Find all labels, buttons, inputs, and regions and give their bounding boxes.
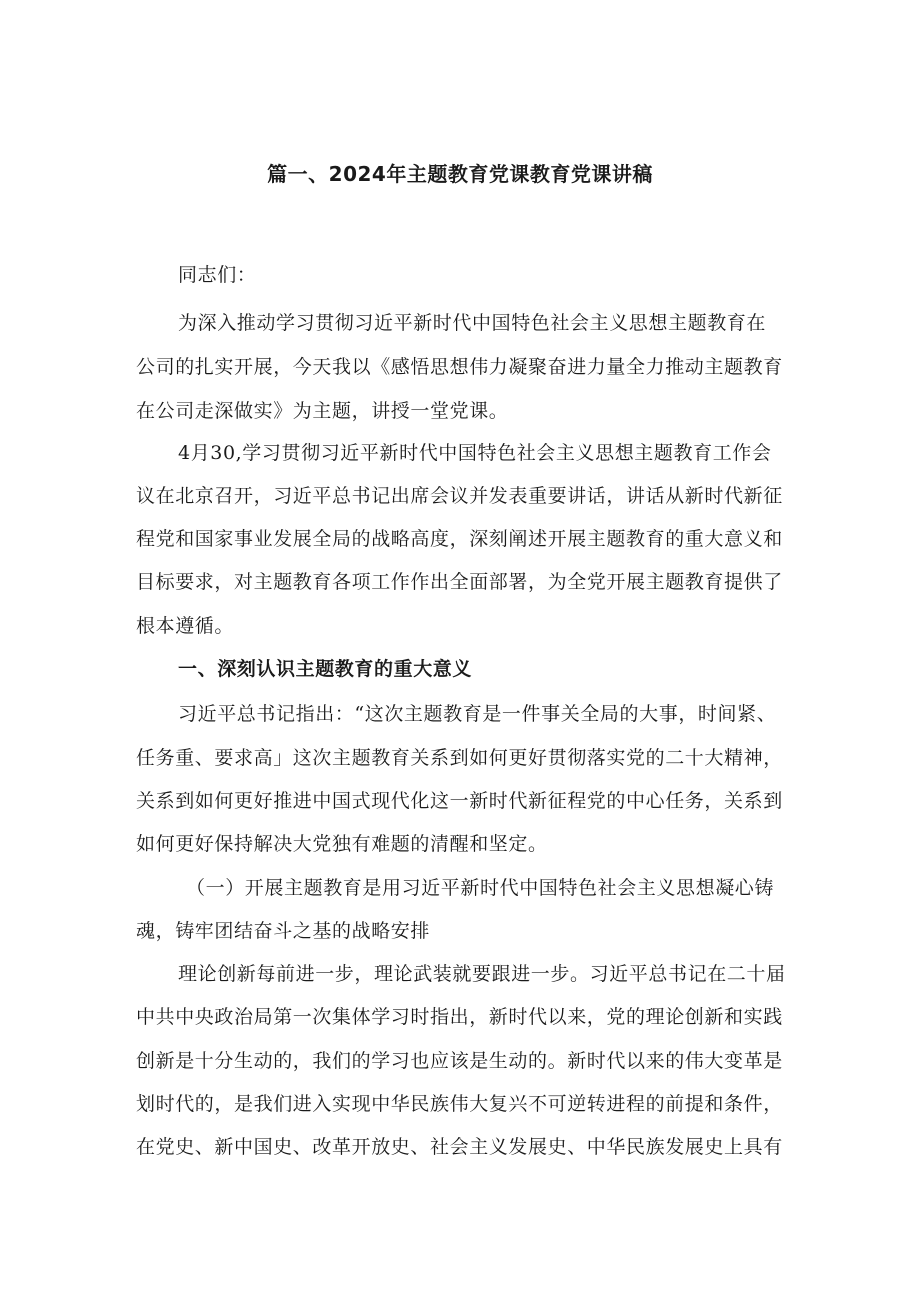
paragraph-line: 目标要求，对主题教育各项工作作出全面部署，为全党开展主题教育提供了 — [136, 571, 783, 593]
paragraph-line: 习近平总书记指出：“这次主题教育是一件事关全局的大事，时间紧、 — [178, 703, 777, 725]
greeting: 同志们： — [178, 264, 257, 286]
document-title: 篇一、2024年主题教育党课教育党课讲稿 — [267, 162, 653, 186]
paragraph-line: 程党和国家事业发展全局的战略高度，深刻阐述开展主题教育的重大意义和 — [136, 528, 783, 550]
paragraph-line: 公司的扎实开展，今天我以《感悟思想伟力凝聚奋进力量全力推动主题教育 — [136, 356, 783, 378]
paragraph-line: 在党史、新中国史、改革开放史、社会主义发展史、中华民族发展史上具有 — [136, 1136, 783, 1158]
paragraph-line: 4月30,学习贯彻习近平新时代中国特色社会主义思想主题教育工作会 — [178, 442, 772, 464]
paragraph-line: 为深入推动学习贯彻习近平新时代中国特色社会主义思想主题教育在 — [178, 312, 767, 334]
subheading-line: 魂，铸牢团结奋斗之基的战略安排 — [136, 920, 431, 942]
section-heading: 一、深刻认识主题教育的重大意义 — [178, 658, 473, 680]
paragraph-line: 任务重、要求高」这次主题教育关系到如何更好贯彻落实党的二十大精神， — [136, 747, 783, 769]
subheading-line: （一）开展主题教育是用习近平新时代中国特色社会主义思想凝心铸 — [186, 877, 775, 899]
paragraph-line: 划时代的，是我们进入实现中华民族伟大复兴不可逆转进程的前提和条件， — [136, 1093, 783, 1115]
paragraph-line: 如何更好保持解决大党独有难题的清醒和坚定。 — [136, 833, 548, 855]
paragraph-line: 中共中央政治局第一次集体学习时指出，新时代以来，党的理论创新和实践 — [136, 1006, 783, 1028]
paragraph-line: 理论创新每前进一步，理论武装就要跟进一步。习近平总书记在二十届 — [178, 963, 786, 985]
paragraph-line: 创新是十分生动的，我们的学习也应该是生动的。新时代以来的伟大变革是 — [136, 1050, 783, 1072]
paragraph-line: 关系到如何更好推进中国式现代化这一新时代新征程党的中心任务，关系到 — [136, 790, 783, 812]
paragraph-line: 议在北京召开，习近平总书记出席会议并发表重要讲话，讲话从新时代新征 — [136, 485, 783, 507]
paragraph-line: 根本遵循。 — [136, 615, 235, 637]
paragraph-line: 在公司走深做实》为主题，讲授一堂党课。 — [136, 400, 509, 422]
